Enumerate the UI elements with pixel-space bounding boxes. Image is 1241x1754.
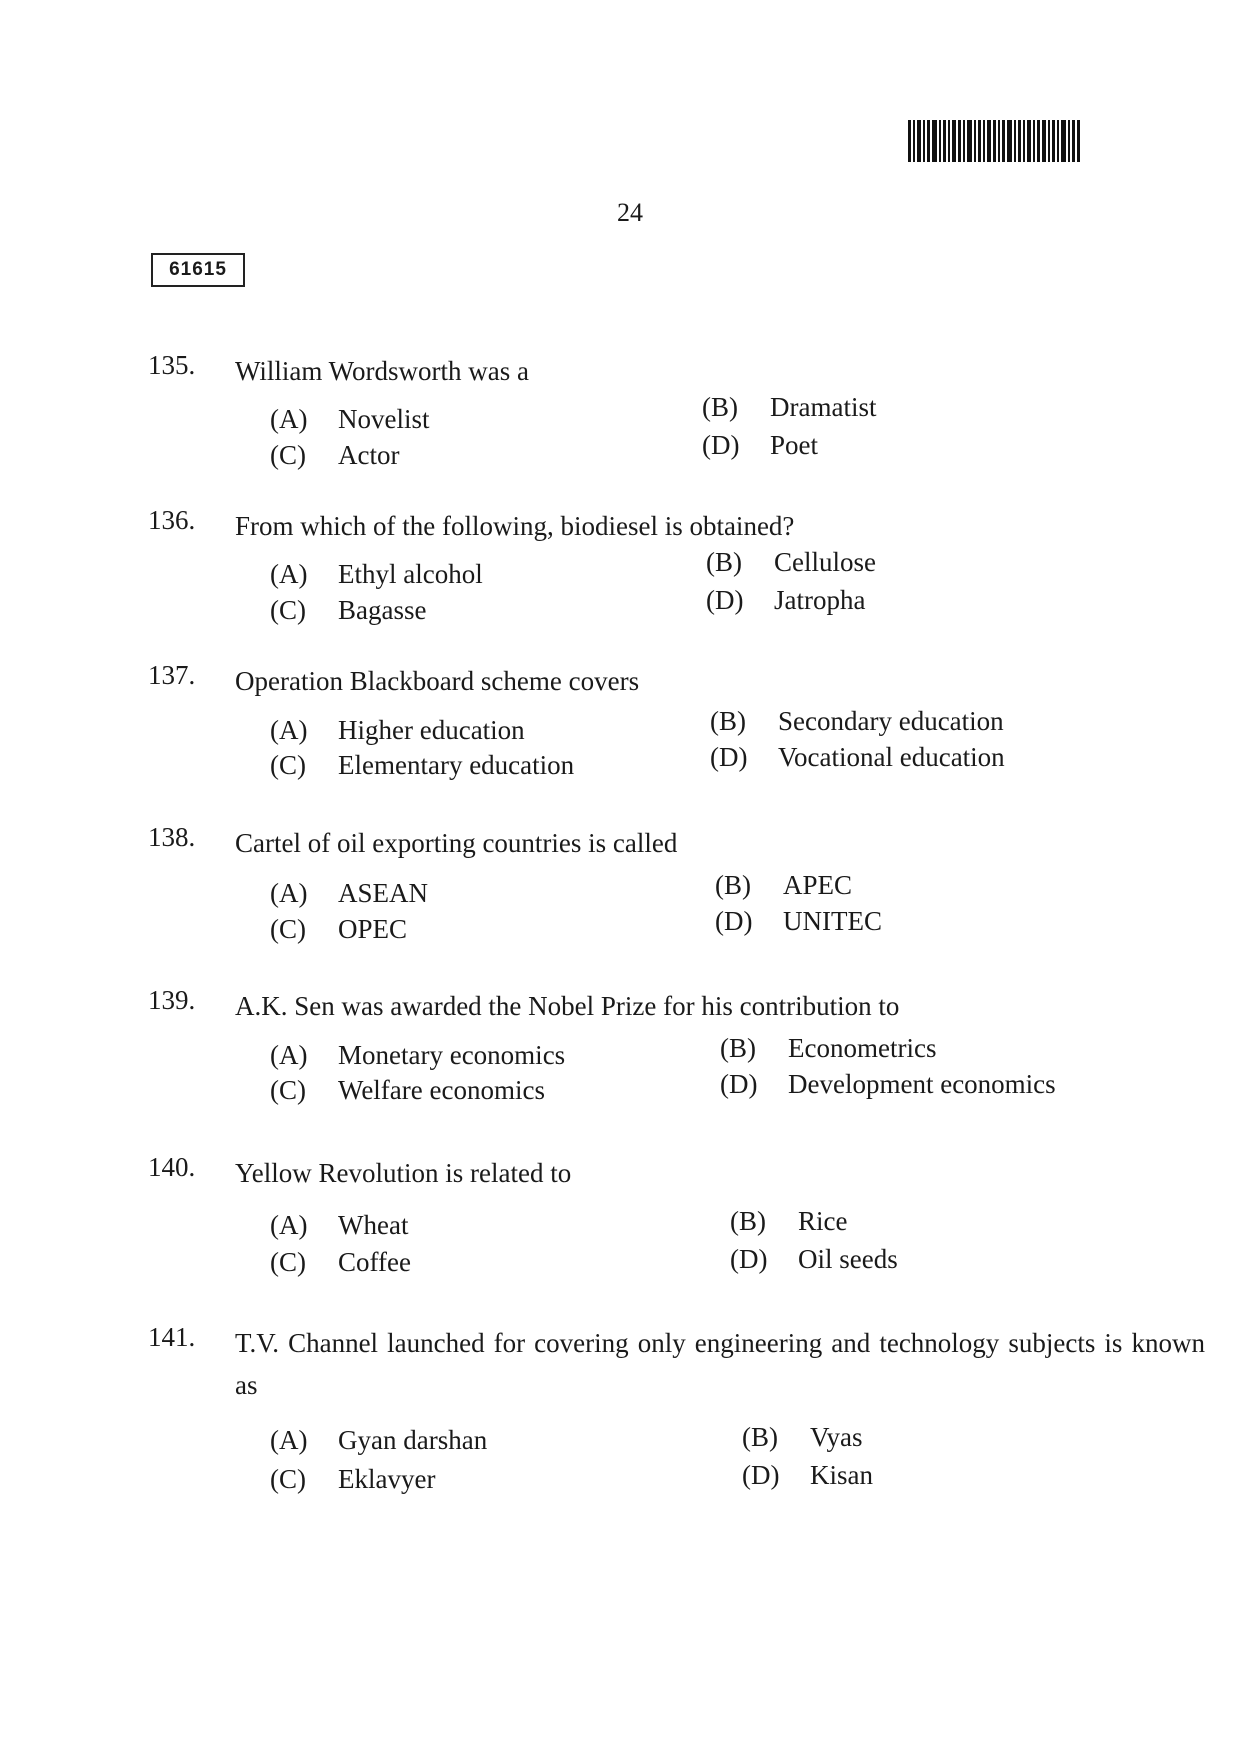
- option-text: Vyas: [810, 1422, 863, 1452]
- question-number: 135.: [148, 350, 196, 380]
- option-letter: (C): [270, 750, 306, 780]
- option-letter: (D): [720, 1069, 758, 1099]
- question-number: 136.: [148, 505, 196, 535]
- option-b: [702, 392, 876, 423]
- barcode-icon: [908, 120, 1084, 162]
- option-c: [270, 440, 399, 471]
- option-text: Elementary education: [338, 750, 575, 780]
- option-d: [702, 430, 818, 461]
- option-letter: (D): [710, 742, 748, 772]
- option-letter: (B): [710, 706, 746, 736]
- question-number: 139.: [148, 985, 196, 1015]
- option-letter: (C): [270, 1464, 306, 1494]
- option-a: [270, 559, 483, 590]
- option-text: UNITEC: [783, 906, 882, 936]
- option-a: [270, 1425, 487, 1456]
- option-text: Vocational education: [778, 742, 1005, 772]
- option-text: Rice: [798, 1206, 848, 1236]
- option-b: [720, 1033, 936, 1064]
- option-text: Higher education: [338, 715, 525, 745]
- option-text: Poet: [770, 430, 819, 460]
- option-text: Cellulose: [774, 547, 876, 577]
- option-text: Jatropha: [774, 585, 866, 615]
- page-number: 24: [617, 198, 643, 227]
- option-letter: (B): [706, 547, 742, 577]
- option-text: Welfare economics: [338, 1075, 545, 1105]
- question-number: 141.: [148, 1322, 196, 1352]
- question-number: 137.: [148, 660, 196, 690]
- option-c: [270, 1247, 411, 1278]
- option-text: Dramatist: [770, 392, 877, 422]
- option-d: [715, 906, 882, 937]
- option-letter: (A): [270, 878, 308, 908]
- option-c: [270, 1464, 435, 1495]
- option-letter: (A): [270, 559, 308, 589]
- question-number: 138.: [148, 822, 196, 852]
- option-d: [710, 742, 1005, 773]
- option-b: [706, 547, 876, 578]
- option-letter: (B): [742, 1422, 778, 1452]
- option-a: [270, 404, 430, 435]
- question-text: Yellow Revolution is related to: [235, 1158, 572, 1188]
- option-text: APEC: [783, 870, 853, 900]
- option-text: Eklavyer: [338, 1464, 436, 1494]
- option-letter: (A): [270, 715, 308, 745]
- option-letter: (A): [270, 1425, 308, 1455]
- option-text: Coffee: [338, 1247, 411, 1277]
- paper-code-box: 61615: [151, 253, 245, 287]
- option-c: [270, 914, 407, 945]
- option-a: [270, 878, 428, 909]
- question-text: William Wordsworth was a: [235, 356, 529, 386]
- option-letter: (B): [730, 1206, 766, 1236]
- option-c: [270, 750, 574, 781]
- option-text: Gyan darshan: [338, 1425, 488, 1455]
- option-letter: (D): [702, 430, 740, 460]
- option-letter: (B): [702, 392, 738, 422]
- question-text: Operation Blackboard scheme covers: [235, 666, 640, 696]
- question-text: From which of the following, biodiesel is obtained?: [235, 511, 795, 541]
- option-b: [715, 870, 852, 901]
- option-d: [742, 1460, 873, 1491]
- option-text: Secondary education: [778, 706, 1004, 736]
- option-text: Oil seeds: [798, 1244, 898, 1274]
- option-d: [730, 1244, 898, 1275]
- option-letter: (C): [270, 440, 306, 470]
- option-a: [270, 1040, 565, 1071]
- option-text: Kisan: [810, 1460, 873, 1490]
- option-letter: (B): [715, 870, 751, 900]
- option-text: Monetary economics: [338, 1040, 566, 1070]
- option-b: [710, 706, 1004, 737]
- option-letter: (C): [270, 595, 306, 625]
- option-letter: (C): [270, 1075, 306, 1105]
- option-text: Novelist: [338, 404, 430, 434]
- option-letter: (D): [730, 1244, 768, 1274]
- option-c: [270, 595, 426, 626]
- option-text: Bagasse: [338, 595, 427, 625]
- option-text: Wheat: [338, 1210, 409, 1240]
- option-letter: (A): [270, 1040, 308, 1070]
- option-letter: (D): [706, 585, 744, 615]
- question-text: Cartel of oil exporting countries is called: [235, 828, 678, 858]
- option-letter: (C): [270, 914, 306, 944]
- option-letter: (D): [742, 1460, 780, 1490]
- option-letter: (A): [270, 1210, 308, 1240]
- question-text: T.V. Channel launched for covering only engineering and technology subjects is known as: [235, 1328, 1205, 1400]
- option-text: OPEC: [338, 914, 408, 944]
- option-text: Development economics: [788, 1069, 1056, 1099]
- option-a: [270, 1210, 408, 1241]
- question-number: 140.: [148, 1152, 196, 1182]
- option-text: ASEAN: [338, 878, 429, 908]
- option-text: Ethyl alcohol: [338, 559, 483, 589]
- option-b: [730, 1206, 847, 1237]
- option-letter: (A): [270, 404, 308, 434]
- option-c: [270, 1075, 545, 1106]
- option-letter: (C): [270, 1247, 306, 1277]
- option-a: [270, 715, 525, 746]
- option-letter: (D): [715, 906, 753, 936]
- option-text: Econometrics: [788, 1033, 937, 1063]
- question-text: A.K. Sen was awarded the Nobel Prize for his contribution to: [235, 991, 900, 1021]
- option-text: Actor: [338, 440, 400, 470]
- option-letter: (B): [720, 1033, 756, 1063]
- option-d: [720, 1069, 1056, 1100]
- option-d: [706, 585, 865, 616]
- option-b: [742, 1422, 863, 1453]
